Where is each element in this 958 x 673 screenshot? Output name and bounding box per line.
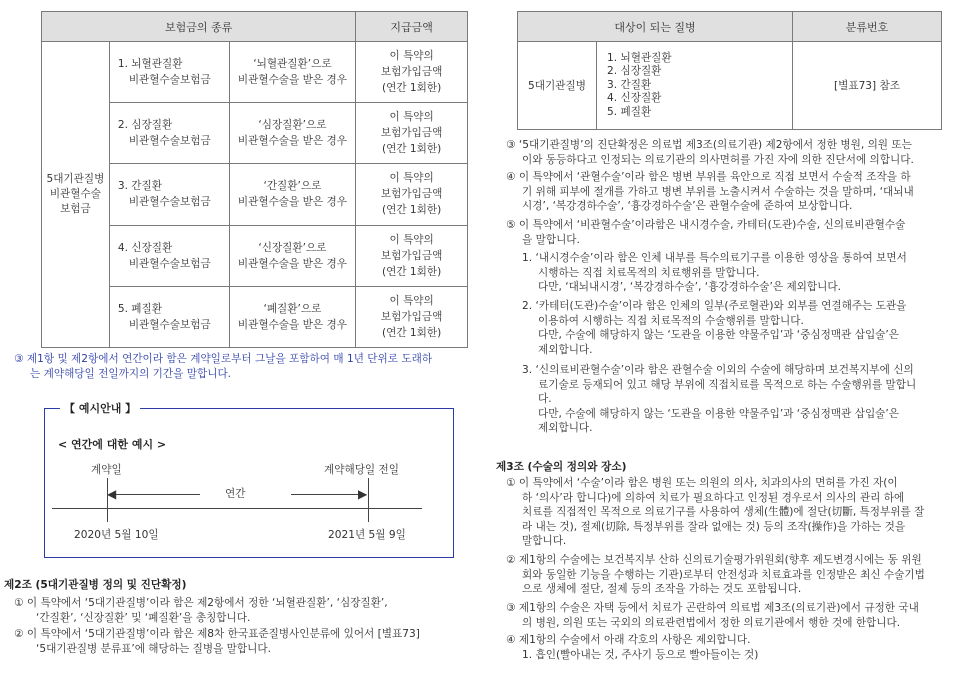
table-row	[518, 42, 942, 130]
benefit-name-cell: 3. 간질환 비관혈수술보험금	[109, 164, 229, 225]
article2-title: 제2조 (5대기관질병 정의 및 진단확정)	[4, 579, 187, 591]
annual-definition-note: ③ 제1항 및 제2항에서 연간이라 함은 계약일로부터 그날을 포함하여 매 1년 단위로 도래하 는 계약해당일 전일까지의 기간을 말합니다.	[14, 353, 433, 380]
amount-cell: 이 특약의 보험가입금액 (연간 1회한)	[356, 164, 468, 225]
article2-para2: ② 이 특약에서 ‘5대기관질병’이라 함은 제8차 한국표준질병사인분류에 있어서 [별표73] ‘5대기관질병 분류표’에 해당하는 질병을 말합니다.	[14, 628, 420, 655]
sub-item-1: 1. ‘내시경수술’이라 함은 인체 내부를 특수의료기구를 이용한 영상을 통하여 보면서 시행하는 직접 치료목적의 치료행위를 말합니다. 다만, ‘대뇌내시경’, ‘복강경하수술’, ‘흉강경하수술’은 제외합니다.	[522, 252, 907, 294]
right-arrow-line	[291, 494, 366, 495]
start-date: 2020년 5월 10일	[74, 529, 159, 541]
period-label: 연간	[225, 488, 246, 500]
article3-para1: ① 이 특약에서 ‘수술’이라 함은 병원 또는 의원의 의사, 치과의사의 면허를 가진 자(이 하 ‘의사’라 합니다)에 의하여 치료가 필요하다고 인정된 경우로서 의사의 관리 하에 치료를 직접적인 목적으로 의료기구를 사용하여 생체(生體)에 절단(切斷, 특정부위를 잘 라 내는 것), 절제(切除, 특정부위를 잘라 없애는 것) 등의 조작(操作)을 가하는 것을 말합니다.	[506, 477, 925, 548]
article3-para2: ② 제1항의 수술에는 보건복지부 산하 신의료기술평가위원회(향후 제도변경시에는 동 위원 회와 동일한 기능을 수행하는 기관)로부터 안전성과 치료효과를 인정받은 최신 수술기법 으로 생체에 절단, 절제 등의 조작을 가하는 것도 포함됩니다.	[506, 554, 925, 596]
sub-item-3: 3. ‘신의료비관혈수술’이라 함은 관혈수술 이외의 수술에 해당하며 보건복지부에 신의 료기술로 등재되어 있고 해당 부위에 직접치료를 목적으로 하는 수술행위를 말합니 다. 다만, 수술에 해당하지 않는 ‘도관을 이용한 약물주입’과 ‘중심정맥관 삽입술’은 제외합니다.	[522, 364, 917, 435]
payment-amount-header: 지급금액	[356, 12, 468, 42]
amount-cell: 이 특약의 보험가입금액 (연간 1회한)	[356, 286, 468, 347]
left-arrow-line	[110, 494, 200, 495]
benefit-name-cell: 1. 뇌혈관질환 비관혈수술보험금	[109, 42, 229, 103]
classification-header: 분류번호	[793, 12, 942, 42]
type-label-line: 5대기관질병	[46, 172, 105, 185]
amount-cell: 이 특약의 보험가입금액 (연간 1회한)	[356, 103, 468, 164]
benefit-table	[41, 11, 468, 348]
right-arrow-icon: ▶	[358, 487, 368, 501]
condition-cell: ‘간질환’으로 비관혈수술을 받은 경우	[229, 164, 356, 225]
type-label-line: 비관혈수술	[49, 187, 101, 200]
condition-cell: ‘심장질환’으로 비관혈수술을 받은 경우	[229, 103, 356, 164]
right-para5: ⑤ 이 특약에서 ‘비관혈수술’이라함은 내시경수술, 카테터(도관)수술, 신의료비관혈수술 을 말합니다.	[506, 219, 906, 246]
disease-group-cell: 5대기관질병	[518, 42, 597, 130]
end-label: 계약해당일 전일	[324, 464, 400, 476]
example-box-title: 【 예시안내 】	[60, 400, 140, 416]
reference-cell: [별표73] 참조	[793, 42, 942, 130]
benefit-type-cell	[42, 42, 110, 348]
condition-cell: ‘뇌혈관질환’으로 비관혈수술을 받은 경우	[229, 42, 356, 103]
benefit-type-header: 보험금의 종류	[42, 12, 356, 42]
right-para4: ④ 이 특약에서 ‘관혈수술’이라 함은 병변 부위를 육안으로 직접 보면서 수술적 조작을 하 기 위해 피부에 절개를 가하고 병변 부위를 노출시켜서 수술하는 것을 말하며, ‘대뇌내 시경’, ‘복강경하수술’, ‘흉강경하수술’은 관혈수술에 준하여 보상합니다.	[506, 171, 914, 213]
sub-item-2: 2. ‘카테터(도관)수술’이라 함은 인체의 일부(주로혈관)와 외부를 연결해주는 도관을 이용하여 시행하는 직접 치료목적의 수술행위를 말합니다. 다만, 수술에 해당하지 않는 ‘도관을 이용한 약물주입’과 ‘중심정맥관 삽입술’은 제외합니다.	[522, 300, 907, 356]
disease-header: 대상이 되는 질병	[518, 12, 793, 42]
disease-list-cell: 1. 뇌혈관질환 2. 심장질환 3. 간질환 4. 신장질환 5. 폐질환	[597, 42, 793, 130]
disease-table	[517, 11, 942, 130]
condition-cell: ‘폐질환’으로 비관혈수술을 받은 경우	[229, 286, 356, 347]
right-para3: ③ ‘5대기관질병’의 진단확정은 의료법 제3조(의료기관) 제2항에서 정한 병원, 의원 또는 이와 동등하다고 인정되는 의료기관의 의사면허를 가진 자에 의한 진단서에 의합니다.	[506, 139, 914, 166]
type-label-line: 보험금	[60, 202, 91, 215]
timeline	[52, 508, 422, 509]
start-label: 계약일	[91, 464, 122, 476]
end-marker	[368, 478, 369, 522]
article3-title: 제3조 (수술의 정의와 장소)	[496, 461, 627, 473]
amount-cell: 이 특약의 보험가입금액 (연간 1회한)	[356, 225, 468, 286]
article3-para4: ④ 제1항의 수술에서 아래 각호의 사항은 제외합니다. 1. 흡인(빨아내는 것, 주사기 등으로 빨아들이는 것)	[506, 634, 759, 661]
condition-cell: ‘신장질환’으로 비관혈수술을 받은 경우	[229, 225, 356, 286]
table-row	[42, 42, 468, 103]
benefit-name-cell: 5. 폐질환 비관혈수술보험금	[109, 286, 229, 347]
example-subtitle: < 연간에 대한 예시 >	[58, 438, 167, 451]
left-arrow-icon: ◀	[107, 487, 117, 501]
article3-para3: ③ 제1항의 수술은 자택 등에서 치료가 곤란하여 의료법 제3조(의료기관)에서 규정한 국내 의 병원, 의원 또는 국외의 의료관련법에서 정한 의료기관에서 행한 것에 한합니다.	[506, 602, 919, 629]
amount-cell: 이 특약의 보험가입금액 (연간 1회한)	[356, 42, 468, 103]
article2-para1: ① 이 특약에서 ‘5대기관질병’이라 함은 제2항에서 정한 ‘뇌혈관질환’, ‘심장질환’, ‘간질환’, ‘신장질환’ 및 ‘폐질환’을 총칭합니다.	[14, 597, 388, 624]
end-date: 2021년 5월 9일	[328, 529, 406, 541]
benefit-name-cell: 4. 신장질환 비관혈수술보험금	[109, 225, 229, 286]
benefit-name-cell: 2. 심장질환 비관혈수술보험금	[109, 103, 229, 164]
